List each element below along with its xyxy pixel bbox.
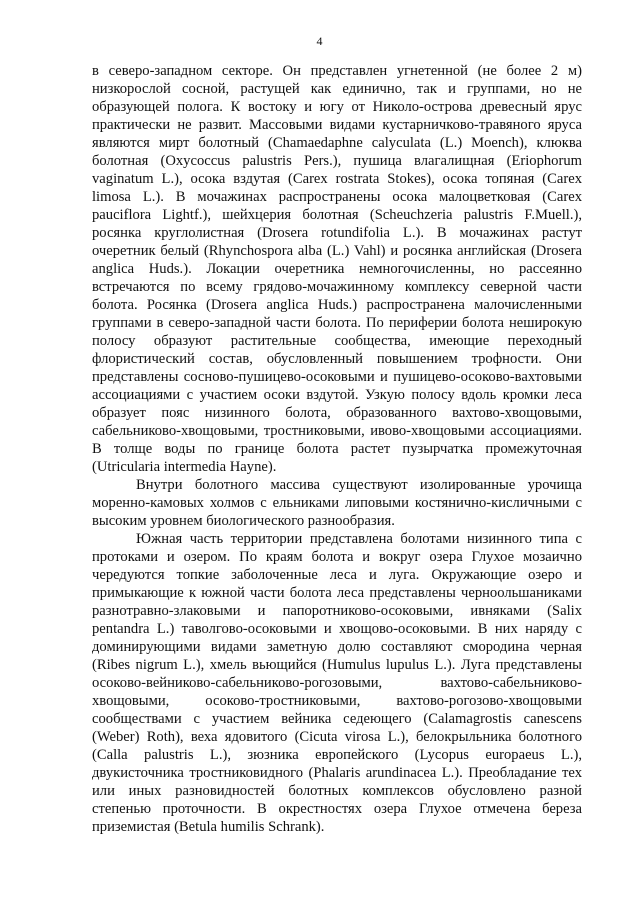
paragraph-3: Южная часть территории представлена болотами низинного типа с протоками и озером. По краям болота и вокруг озера Глухое мозаично чередуются топкие заболоченные леса и луга. Окружающие озеро и примыкающие к южной части болота леса представлены черноольшаниками разнотравно-злаковыми и папоротниково-осоковыми, ивняками (Salix pentandra L.) таволгово-осоковыми и хвощово-осоковыми. В них наряду с доминирующими видами заметную долю составляют смородина черная (Ribes nigrum L.), хмель вьющийся (Humulus lupulus L.). Луга представлены осоково-вейниково-сабельниково-рогозовыми, вахтово-сабельниково-хвощовыми, осоково-тростниковыми, вахтово-рогозово-хвощовыми сообществами с участием вейника седеющего (Calamagrostis canescens (Weber) Roth), веха ядовитого (Cicuta virosa L.), белокрыльника болотного (Calla palustris L.), зюзника европейского (Lycopus europaeus L.), двукисточника тростниковидного (Phalaris arundinacea L.). Преобладание тех или иных разновидностей болотных комплексов обусловлено разной степенью проточности. В окрестностях озера Глухое отмечена береза приземистая (Betula humilis Schrank). bbox=[92, 531, 582, 835]
body-text bbox=[92, 62, 582, 836]
page-number: 4 bbox=[316, 34, 323, 48]
paragraph-1: в северо-западном секторе. Он представлен угнетенной (не более 2 м) низкорослой сосной, растущей как единично, так и группами, но не образующей полога. К востоку и югу от Николо-острова древесный ярус практически не развит. Массовыми видами кустарничково-травяного яруса являются мирт болотный (Chamaedaphne calyculata (L.) Moench), клюква болотная (Oxycoccus palustris Pers.), пушица влагалищная (Eriophorum vaginatum L.), осока вздутая (Carex rostrata Stokes), осока топяная (Carex limosa L.). В мочажинах распространены осока малоцветковая (Carex pauciflora Lightf.), шейхцерия болотная (Scheuchzeria palustris F.Muell.), росянка круглолистная (Drosera rotundifolia L.). В мочажинах растут очеретник белый (Rhynchospora alba (L.) Vahl) и росянка английская (Drosera anglica Huds.). Локации очеретника немногочисленны, но рассеянно встречаются по всему грядово-мочажинному комплексу северной части болота. Росянка (Drosera anglica Huds.) распространена малочисленными группами в северо-западной части болота. По периферии болота неширокую полосу образуют растительные сообщества, имеющие переходный флористический состав, обусловленный повышением трофности. Они представлены сосново-пушицево-осоковыми и пушицево-осоково-вахтовыми ассоциациями с участием осоки вздутой. Узкую полосу вдоль кромки леса образует пояс низинного болота, образованного вахтово-хвощовыми, сабельниково-хвощовыми, тростниковыми, ивово-хвощовыми ассоциациями. В толще воды по границе болота растет пузырчатка промежуточная (Utricularia intermedia Hayne). bbox=[92, 63, 582, 475]
paragraph-2: Внутри болотного массива существуют изолированные урочища моренно-камовых холмов с ельниками липовыми костянично-кисличными с высоким уровнем биологического разнообразия. bbox=[92, 477, 582, 529]
